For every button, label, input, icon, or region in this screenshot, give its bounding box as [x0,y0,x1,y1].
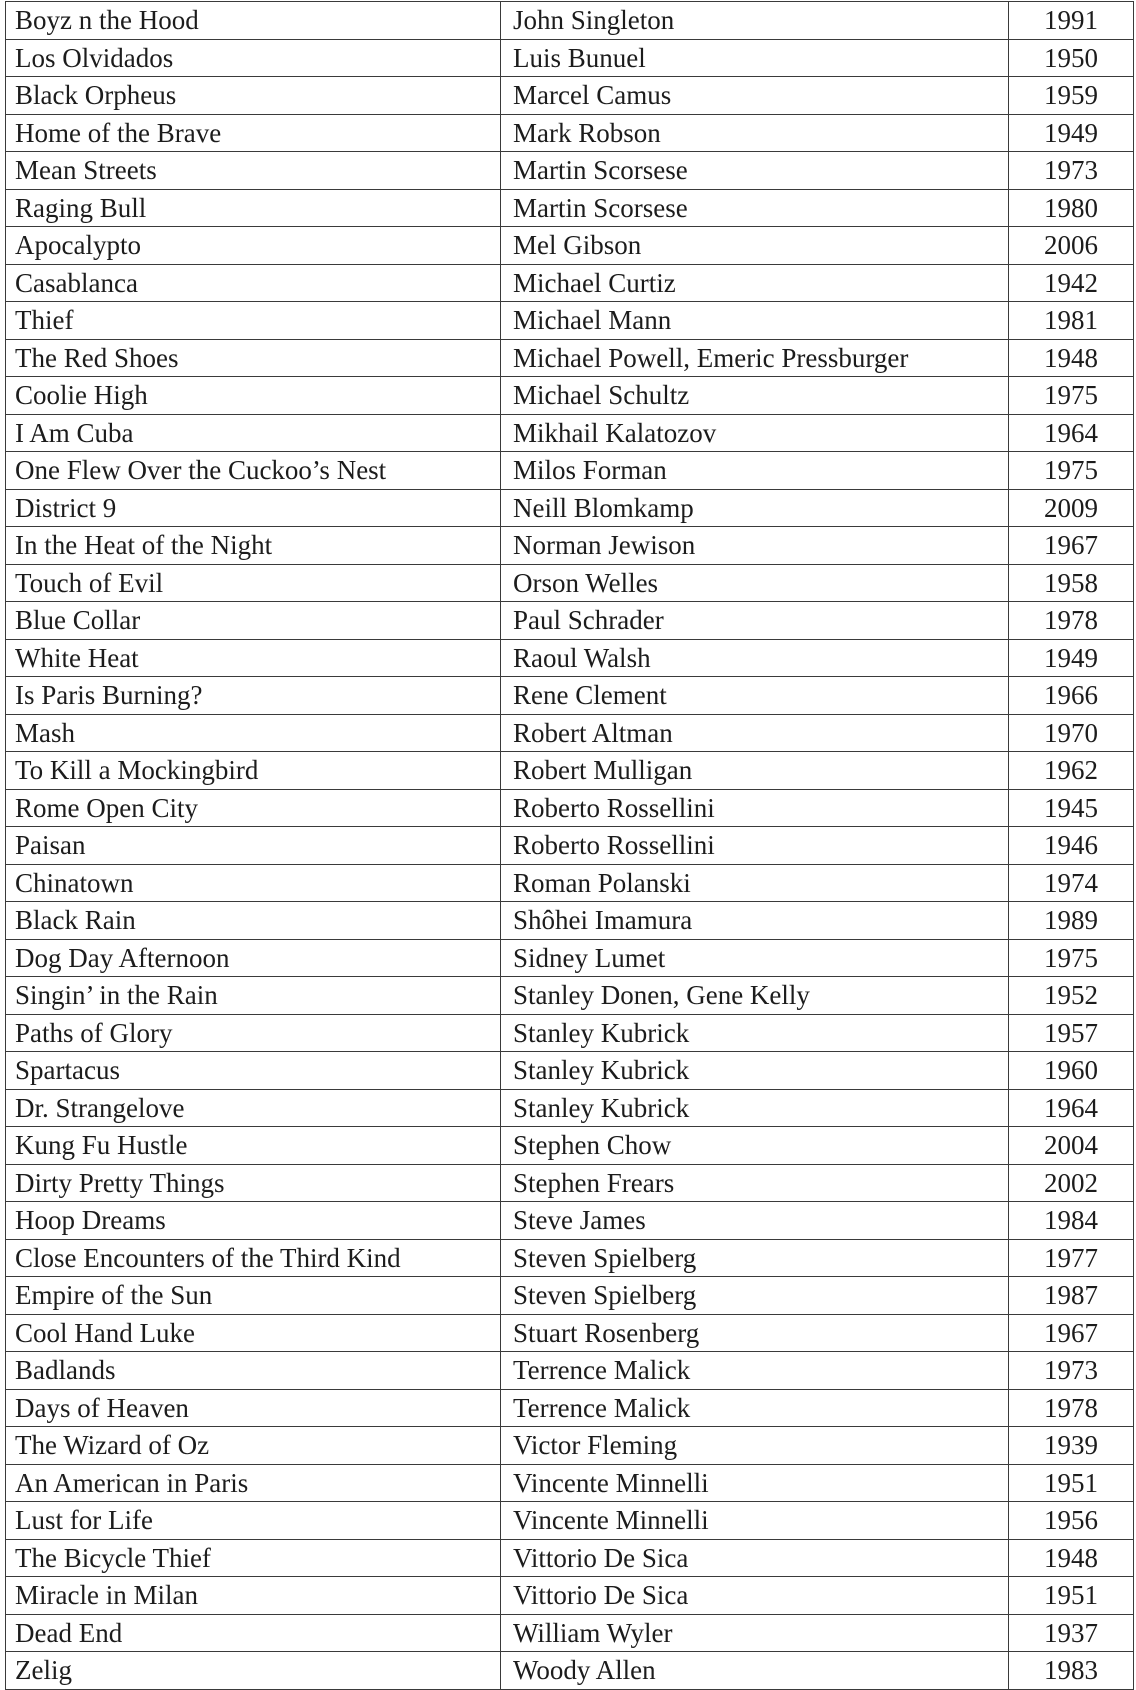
table-row [6,977,1134,1015]
film-director-cell: Stanley Kubrick [501,1052,1009,1090]
film-director-cell: Marcel Camus [501,77,1009,115]
film-year-cell: 1989 [1009,902,1134,940]
film-director-cell: Steven Spielberg [501,1277,1009,1315]
film-title-cell: Black Rain [6,902,501,940]
film-year-cell: 1967 [1009,1314,1134,1352]
film-director-cell: Milos Forman [501,452,1009,490]
film-year-cell: 1962 [1009,752,1134,790]
film-director-cell: Vittorio De Sica [501,1577,1009,1615]
film-director-cell: Norman Jewison [501,527,1009,565]
film-title-cell: Lust for Life [6,1502,501,1540]
table-row [6,789,1134,827]
film-title-cell: Thief [6,302,501,340]
film-title-cell: I Am Cuba [6,414,501,452]
film-year-cell: 1960 [1009,1052,1134,1090]
film-director-cell: Stephen Frears [501,1164,1009,1202]
film-year-cell: 1987 [1009,1277,1134,1315]
film-director-cell: Sidney Lumet [501,939,1009,977]
film-year-cell: 1977 [1009,1239,1134,1277]
film-year-cell: 1952 [1009,977,1134,1015]
film-director-cell: Shôhei Imamura [501,902,1009,940]
table-row [6,1464,1134,1502]
table-row [6,1052,1134,1090]
table-row [6,1277,1134,1315]
film-director-cell: Steve James [501,1202,1009,1240]
table-row [6,602,1134,640]
film-year-cell: 1946 [1009,827,1134,865]
table-row [6,1539,1134,1577]
film-title-cell: Days of Heaven [6,1389,501,1427]
table-row [6,339,1134,377]
film-year-cell: 1967 [1009,527,1134,565]
film-title-cell: Zelig [6,1652,501,1690]
table-row [6,39,1134,77]
film-year-cell: 1937 [1009,1614,1134,1652]
film-year-cell: 1975 [1009,377,1134,415]
film-year-cell: 1956 [1009,1502,1134,1540]
table-row [6,1577,1134,1615]
film-title-cell: Dirty Pretty Things [6,1164,501,1202]
film-title-cell: Paisan [6,827,501,865]
film-director-cell: Orson Welles [501,564,1009,602]
film-title-cell: Apocalypto [6,227,501,265]
film-title-cell: Spartacus [6,1052,501,1090]
film-year-cell: 1959 [1009,77,1134,115]
film-director-cell: Raoul Walsh [501,639,1009,677]
film-title-cell: Hoop Dreams [6,1202,501,1240]
film-title-cell: Dead End [6,1614,501,1652]
film-year-cell: 1974 [1009,864,1134,902]
table-row [6,1089,1134,1127]
film-title-cell: Mash [6,714,501,752]
table-row [6,1239,1134,1277]
table-row [6,1127,1134,1165]
film-title-cell: The Wizard of Oz [6,1427,501,1465]
film-title-cell: One Flew Over the Cuckoo’s Nest [6,452,501,490]
table-row [6,189,1134,227]
film-title-cell: Casablanca [6,264,501,302]
film-director-cell: Vincente Minnelli [501,1464,1009,1502]
film-table-body [6,2,1134,1690]
film-director-cell: Vittorio De Sica [501,1539,1009,1577]
film-title-cell: Badlands [6,1352,501,1390]
table-row [6,1164,1134,1202]
film-director-cell: Martin Scorsese [501,189,1009,227]
table-row [6,1652,1134,1690]
film-director-cell: Rene Clement [501,677,1009,715]
film-director-cell: Stanley Kubrick [501,1089,1009,1127]
film-title-cell: In the Heat of the Night [6,527,501,565]
film-title-cell: An American in Paris [6,1464,501,1502]
film-year-cell: 2002 [1009,1164,1134,1202]
film-year-cell: 1973 [1009,152,1134,190]
film-year-cell: 1958 [1009,564,1134,602]
film-year-cell: 1975 [1009,452,1134,490]
film-year-cell: 1978 [1009,602,1134,640]
film-title-cell: Paths of Glory [6,1014,501,1052]
film-year-cell: 1942 [1009,264,1134,302]
film-year-cell: 1964 [1009,1089,1134,1127]
film-title-cell: Dr. Strangelove [6,1089,501,1127]
film-year-cell: 1981 [1009,302,1134,340]
table-row [6,302,1134,340]
film-year-cell: 2006 [1009,227,1134,265]
film-director-cell: Michael Curtiz [501,264,1009,302]
film-director-cell: William Wyler [501,1614,1009,1652]
film-director-cell: Michael Powell, Emeric Pressburger [501,339,1009,377]
film-title-cell: Dog Day Afternoon [6,939,501,977]
table-row [6,564,1134,602]
film-title-cell: Los Olvidados [6,39,501,77]
film-title-cell: Mean Streets [6,152,501,190]
film-title-cell: Close Encounters of the Third Kind [6,1239,501,1277]
film-year-cell: 1945 [1009,789,1134,827]
film-director-cell: Robert Altman [501,714,1009,752]
film-year-cell: 1975 [1009,939,1134,977]
film-year-cell: 1970 [1009,714,1134,752]
film-year-cell: 1949 [1009,114,1134,152]
film-title-cell: The Red Shoes [6,339,501,377]
film-title-cell: Home of the Brave [6,114,501,152]
table-row [6,939,1134,977]
table-row [6,114,1134,152]
film-director-cell: Paul Schrader [501,602,1009,640]
film-year-cell: 1950 [1009,39,1134,77]
film-title-cell: To Kill a Mockingbird [6,752,501,790]
table-row [6,152,1134,190]
table-row [6,827,1134,865]
film-title-cell: The Bicycle Thief [6,1539,501,1577]
film-year-cell: 1964 [1009,414,1134,452]
table-row [6,489,1134,527]
film-director-cell: Roberto Rossellini [501,827,1009,865]
film-title-cell: Touch of Evil [6,564,501,602]
table-row [6,1614,1134,1652]
film-year-cell: 1980 [1009,189,1134,227]
table-row [6,2,1134,40]
film-director-cell: Neill Blomkamp [501,489,1009,527]
film-director-cell: Mikhail Kalatozov [501,414,1009,452]
film-year-cell: 1939 [1009,1427,1134,1465]
film-year-cell: 1984 [1009,1202,1134,1240]
film-table [5,1,1134,1690]
film-year-cell: 1991 [1009,2,1134,40]
film-director-cell: Terrence Malick [501,1389,1009,1427]
table-row [6,639,1134,677]
film-year-cell: 1948 [1009,1539,1134,1577]
film-title-cell: Is Paris Burning? [6,677,501,715]
film-title-cell: Chinatown [6,864,501,902]
film-title-cell: Miracle in Milan [6,1577,501,1615]
table-row [6,527,1134,565]
film-director-cell: Mark Robson [501,114,1009,152]
table-row [6,77,1134,115]
film-director-cell: Roman Polanski [501,864,1009,902]
table-row [6,1389,1134,1427]
film-year-cell: 2009 [1009,489,1134,527]
film-director-cell: Stephen Chow [501,1127,1009,1165]
film-title-cell: District 9 [6,489,501,527]
film-year-cell: 1966 [1009,677,1134,715]
film-title-cell: Blue Collar [6,602,501,640]
film-title-cell: Kung Fu Hustle [6,1127,501,1165]
film-director-cell: Woody Allen [501,1652,1009,1690]
film-title-cell: Cool Hand Luke [6,1314,501,1352]
film-year-cell: 1973 [1009,1352,1134,1390]
table-row [6,864,1134,902]
film-title-cell: White Heat [6,639,501,677]
film-title-cell: Raging Bull [6,189,501,227]
film-director-cell: Stuart Rosenberg [501,1314,1009,1352]
film-director-cell: Vincente Minnelli [501,1502,1009,1540]
film-year-cell: 2004 [1009,1127,1134,1165]
table-row [6,414,1134,452]
table-row [6,1314,1134,1352]
film-title-cell: Rome Open City [6,789,501,827]
film-year-cell: 1957 [1009,1014,1134,1052]
film-director-cell: Robert Mulligan [501,752,1009,790]
film-director-cell: Stanley Kubrick [501,1014,1009,1052]
film-director-cell: Mel Gibson [501,227,1009,265]
film-director-cell: Victor Fleming [501,1427,1009,1465]
table-row [6,1502,1134,1540]
table-row [6,677,1134,715]
film-year-cell: 1983 [1009,1652,1134,1690]
film-director-cell: Luis Bunuel [501,39,1009,77]
film-year-cell: 1948 [1009,339,1134,377]
film-title-cell: Boyz n the Hood [6,2,501,40]
film-director-cell: Steven Spielberg [501,1239,1009,1277]
film-title-cell: Coolie High [6,377,501,415]
table-row [6,1427,1134,1465]
film-director-cell: Terrence Malick [501,1352,1009,1390]
film-year-cell: 1949 [1009,639,1134,677]
film-title-cell: Singin’ in the Rain [6,977,501,1015]
film-director-cell: John Singleton [501,2,1009,40]
film-title-cell: Empire of the Sun [6,1277,501,1315]
table-row [6,902,1134,940]
table-row [6,1014,1134,1052]
film-year-cell: 1951 [1009,1577,1134,1615]
film-director-cell: Stanley Donen, Gene Kelly [501,977,1009,1015]
film-title-cell: Black Orpheus [6,77,501,115]
table-row [6,227,1134,265]
table-row [6,752,1134,790]
film-director-cell: Martin Scorsese [501,152,1009,190]
table-row [6,1352,1134,1390]
film-director-cell: Michael Schultz [501,377,1009,415]
film-director-cell: Michael Mann [501,302,1009,340]
film-director-cell: Roberto Rossellini [501,789,1009,827]
table-row [6,1202,1134,1240]
table-row [6,714,1134,752]
table-row [6,264,1134,302]
table-row [6,452,1134,490]
table-row [6,377,1134,415]
film-year-cell: 1978 [1009,1389,1134,1427]
film-year-cell: 1951 [1009,1464,1134,1502]
